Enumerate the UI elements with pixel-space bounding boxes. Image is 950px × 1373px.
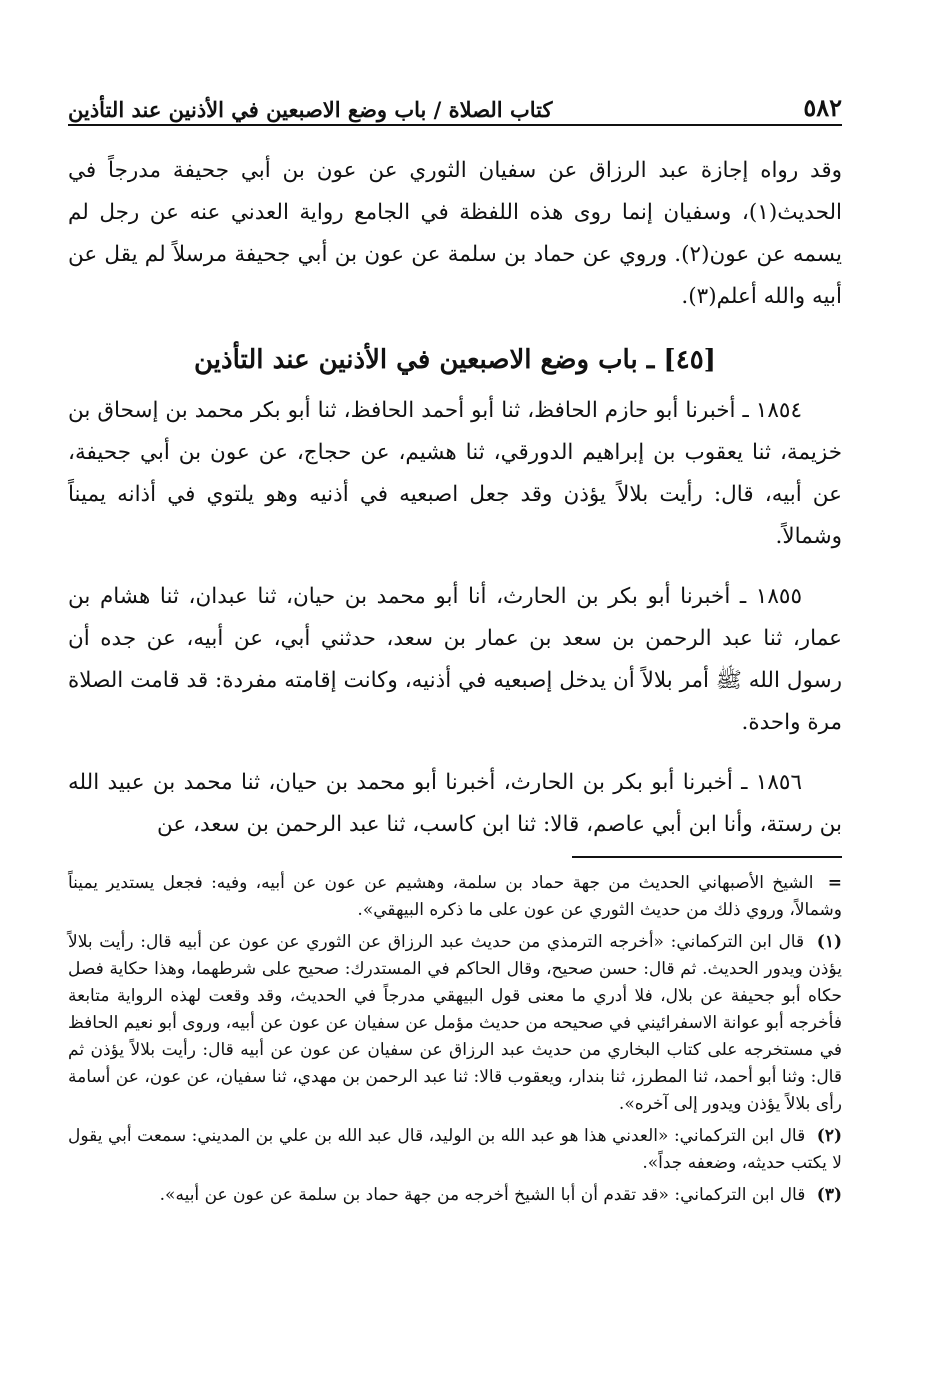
footnotes: [68, 870, 842, 1214]
hadith-1856: ١٨٥٦ ـ أخبرنا أبو بكر بن الحارث، أخبرنا أبو محمد بن حيان، ثنا محمد بن عبيد الله بن رستة، وأنا ابن أبي عاصم، قالا: ثنا ابن كاسب، ثنا عبد الرحمن بن سعد، عن: [68, 770, 842, 837]
hadith-1854: ١٨٥٤ ـ أخبرنا أبو حازم الحافظ، ثنا أبو أحمد الحافظ، ثنا أبو بكر محمد بن إسحاق بن خزيمة، ثنا يعقوب بن إبراهيم الدورقي، ثنا هشيم، عن حجاج، عن عون بن أبي جحيفة، عن أبيه، قال: رأيت بلالاً يؤذن وقد جعل اصبعيه في أذنيه وهو يلتوي في أذانه يميناً وشمالاً.: [68, 398, 842, 549]
intro-paragraph: وقد رواه إجازة عبد الرزاق عن سفيان الثوري عن عون بن أبي جحيفة مدرجاً في الحديث(١)، وسفيان إنما روى هذه اللفظة في الجامع رواية العدني عنه عن رجل لم يسمه عن عون(٢). وروي عن حماد بن سلمة عن عون بن أبي جحيفة مرسلاً لم يقل عن أبيه والله أعلم(٣).: [68, 158, 842, 309]
footnote-marker: (٢): [816, 1126, 843, 1146]
footnote-text: قال ابن التركماني: «قد تقدم أن أبا الشيخ أخرجه من جهة حماد بن سلمة عن عون عن أبيه».: [159, 1185, 806, 1205]
footnote-1: [68, 929, 842, 1118]
footnote-2: [68, 1123, 842, 1177]
footnote-text: قال ابن التركماني: «العدني هذا هو عبد الله بن الوليد، قال عبد الله بن علي بن المديني: سمعت أبي يقول لا يكتب حديثه، وضعفه جداً».: [68, 1126, 842, 1173]
chapter-heading: [٤٥] ـ باب وضع الاصبعين في الأذنين عند التأذين: [194, 345, 716, 375]
running-header: [68, 84, 842, 126]
hadith-1855: ١٨٥٥ ـ أخبرنا أبو بكر بن الحارث، أنا أبو محمد بن حيان، ثنا عبدان، ثنا هشام بن عمار، ثنا عبد الرحمن بن سعد بن عمار بن سعد، حدثني أبي، عن أبيه، عن جده أن رسول الله ﷺ أمر بلالاً أن يدخل إصبعيه في أذنيه، وكانت إقامته مفردة: قد قامت الصلاة مرة واحدة.: [68, 584, 842, 735]
footnote-marker: (٣): [816, 1185, 842, 1205]
footnote-marker: =: [827, 873, 843, 893]
running-title: كتاب الصلاة / باب وضع الاصبعين في الأذنين عند التأذين: [68, 97, 553, 122]
footnote-continuation: [68, 870, 842, 924]
footnote-text: قال ابن التركماني: «أخرجه الترمذي من حديث عبد الرزاق عن الثوري عن عون عن أبيه قال: رأيت بلالاً يؤذن ويدور الحديث. ثم قال: حسن صحيح، وقال الحاكم في المستدرك: صحيح على شرطهما، وهذا حكاية فصل حكاه أبو جحيفة عن بلال، فلا أدري ما معنى قول البيهقي مدرجاً في الحديث، وقد وقعت لهذه الرواية متابعة فأخرجه أبو عوانة الاسفرائيني في صحيحه من حديث مؤمل عن سفيان عن عون عن أبيه، وروى أبو نعيم الحافظ في مستخرجه على كتاب البخاري من حديث عبد الرزاق عن سفيان عن عون عن أبيه قال: رأيت بلالاً يؤذن ثم قال: وثنا أبو أحمد، ثنا المطرز، ثنا بندار، ويعقوب قالا: ثنا عبد الرحمن بن مهدي، ثنا سفيان، عن عون، عن أسامة رأى بلالاً يؤذن ويدور إلى آخره».: [68, 932, 842, 1114]
footnote-text: الشيخ الأصبهاني الحديث من جهة حماد بن سلمة، وهشيم عن عون عن أبيه، وفيه: فجعل يستدير يميناً وشمالاً، وروي ذلك من حديث الثوري عن عون على ما ذكره البيهقي».: [68, 873, 842, 920]
footnote-marker: (١): [816, 932, 842, 952]
footnote-divider: [572, 856, 842, 858]
main-text: [68, 150, 842, 864]
footnote-3: [68, 1182, 842, 1209]
page-number: ٥٨٢: [803, 93, 842, 122]
